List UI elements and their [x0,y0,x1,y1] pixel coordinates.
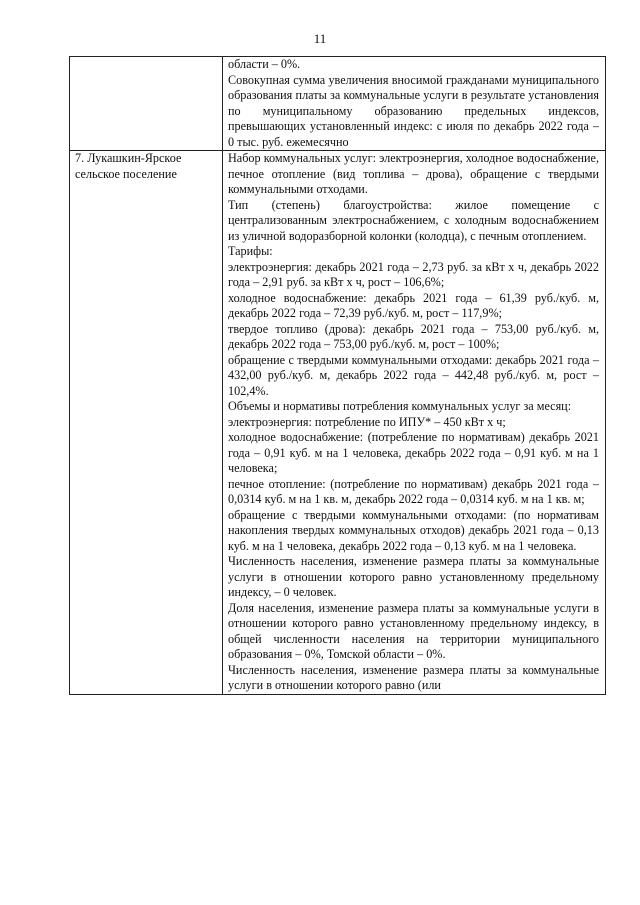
tariffs-heading: Тарифы: [228,244,273,258]
population-count-paragraph-continued: Численность населения, изменение размера платы за коммунальные услуги в отношении которого равно (или [228,662,599,692]
municipality-name-cell [70,151,223,695]
comfort-type-paragraph: Тип (степень) благоустройства: жилое помещение с централизованным электроснабжением, с холодным водоснабжением из уличной водоразборной колонки (колодца), с печным отоплением. [228,197,599,243]
description-cell [223,151,606,695]
consumption-heating: печное отопление: (потребление по нормативам) декабрь 2021 года – 0,0314 куб. м на 1 кв. м, декабрь 2022 года – 0,0314 куб. м на 1 кв. м; [228,476,599,506]
tariff-solid-fuel: твердое топливо (дрова): декабрь 2021 года – 753,00 руб./куб. м, декабрь 2022 года – 753,00 руб./куб. м, рост – 100%; [228,321,599,351]
population-count-paragraph: Численность населения, изменение размера платы за коммунальные услуги в отношении которого равно установленному предельному индексу, – 0 человек. [228,554,599,599]
municipality-name-cell [70,57,223,151]
tariff-cold-water: холодное водоснабжение: декабрь 2021 года – 61,39 руб./куб. м, декабрь 2022 года – 72,39 руб./куб. м, рост – 117,9%; [228,290,599,320]
tariff-solid-waste: обращение с твердыми коммунальными отходами: декабрь 2021 года – 432,00 руб./куб. м, декабрь 2022 года – 442,48 руб./куб. м, рост – 102,4%. [228,352,599,398]
description-paragraph: Совокупная сумма увеличения вносимой гражданами муниципального образования платы за коммунальные услуги в результате установления по муниципальному образованию предельных индексов, превышающих установленный индекс: с июля по декабрь 2022 года – 0 тыс. руб. ежемесячно [228,72,599,149]
description-paragraph: области – 0%. [228,57,301,71]
population-share-paragraph: Доля населения, изменение размера платы за коммунальные услуги в отношении которого равно установленному предельному индексу, в общей численности населения на территории муниципального образования – 0%, Томской области – 0%. [228,600,599,661]
table-row [70,57,606,151]
table-row [70,151,606,695]
consumption-cold-water: холодное водоснабжение: (потребление по нормативам) декабрь 2021 года – 0,91 куб. м на 1 человека, декабрь 2022 года – 0,91 куб. м на 1 человека; [228,430,599,475]
municipality-name: 7. Лукашкин-Ярское сельское поселение [75,151,182,181]
consumption-electricity: электроэнергия: потребление по ИПУ* – 450 кВт х ч; [228,414,506,429]
consumption-solid-waste: обращение с твердыми коммунальными отходами: (по нормативам накопления твердых коммунальных отходов) декабрь 2021 года – 0,13 куб. м на 1 человека, декабрь 2022 года – 0,13 куб. м на 1 человека. [228,507,599,553]
page-number: 11 [313,31,327,46]
tariff-table [69,56,606,695]
services-set-paragraph: Набор коммунальных услуг: электроэнергия, холодное водоснабжение, печное отопление (вид топлива – дрова), обращение с твердыми коммунальными отходами. [228,151,599,196]
consumption-heading: Объемы и нормативы потребления коммунальных услуг за месяц: [228,399,572,413]
tariff-electricity: электроэнергия: декабрь 2021 года – 2,73 руб. за кВт х ч, декабрь 2022 года – 2,91 руб. за кВт х ч, рост – 106,6%; [228,259,599,289]
description-cell [223,57,606,151]
